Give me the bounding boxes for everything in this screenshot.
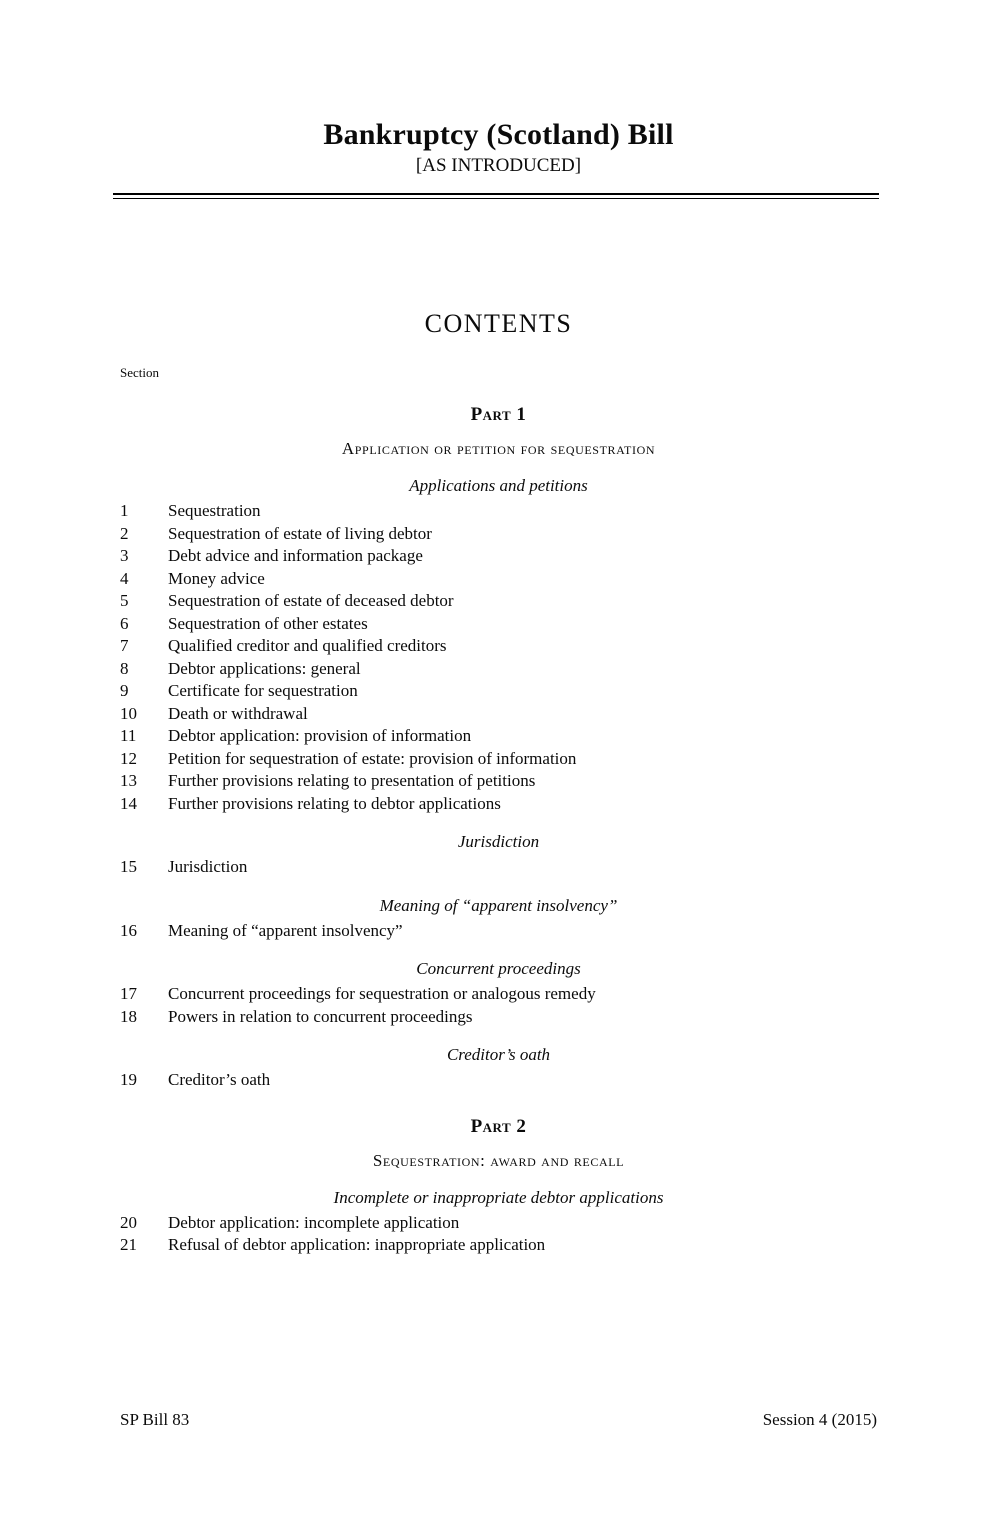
toc-item-5 bbox=[120, 590, 877, 613]
toc-item-21 bbox=[120, 1234, 877, 1257]
toc-item-9 bbox=[120, 680, 877, 703]
toc-item-title: Certificate for sequestration bbox=[168, 681, 358, 700]
toc-item-20 bbox=[120, 1212, 877, 1235]
toc-item-4 bbox=[120, 568, 877, 591]
toc-item-19 bbox=[120, 1069, 877, 1092]
toc-item-number: 1 bbox=[120, 501, 129, 520]
toc-item-title: Qualified creditor and qualified creditors bbox=[168, 636, 447, 655]
double-rule bbox=[113, 193, 879, 199]
toc-item-title: Debtor application: incomplete application bbox=[168, 1212, 460, 1232]
part-2-heading: Part 2 bbox=[470, 1115, 527, 1137]
toc-item-number: 2 bbox=[120, 523, 129, 543]
toc-item-number: 21 bbox=[120, 1235, 137, 1254]
group-title-jurisdiction: Jurisdiction bbox=[457, 832, 540, 851]
toc-item-number: 12 bbox=[120, 748, 137, 768]
bill-number: SP Bill 83 bbox=[120, 1410, 190, 1429]
toc-item-title: Petition for sequestration of estate: provision of information bbox=[168, 748, 577, 768]
session-label: Session 4 (2015) bbox=[762, 1410, 877, 1429]
toc-item-number: 9 bbox=[120, 681, 129, 700]
part-1 bbox=[120, 404, 877, 1092]
toc-item-11 bbox=[120, 725, 877, 748]
toc-item-number: 18 bbox=[120, 1006, 137, 1026]
section-label: Section bbox=[120, 365, 159, 380]
toc-item-number: 17 bbox=[120, 984, 137, 1003]
toc-item-title: Money advice bbox=[168, 568, 265, 588]
toc-item-title: Sequestration of estate of deceased debtor bbox=[168, 591, 454, 610]
page-footer bbox=[120, 1410, 877, 1430]
toc-item-title: Debt advice and information package bbox=[168, 546, 423, 565]
toc-item-title: Debtor applications: general bbox=[168, 658, 361, 678]
toc-item-number: 10 bbox=[120, 703, 137, 723]
toc-item-number: 14 bbox=[120, 793, 137, 813]
group-title-concurrent-proceedings: Concurrent proceedings bbox=[416, 959, 581, 978]
toc-item-title: Meaning of “apparent insolvency” bbox=[168, 920, 403, 940]
part-2-subheading: Sequestration: award and recall bbox=[372, 1150, 625, 1170]
toc-item-number: 3 bbox=[120, 546, 129, 565]
toc-item-title: Further provisions relating to presentation of petitions bbox=[168, 771, 536, 790]
toc-item-title: Creditor’s oath bbox=[168, 1070, 271, 1089]
document-page bbox=[0, 118, 991, 1519]
toc-item-number: 8 bbox=[120, 658, 129, 678]
toc-item-title: Powers in relation to concurrent proceedings bbox=[168, 1006, 473, 1026]
bill-title: Bankruptcy (Scotland) Bill bbox=[323, 118, 674, 151]
toc-item-12 bbox=[120, 748, 877, 771]
group-title-meaning-of-apparent-insolvency: Meaning of “apparent insolvency” bbox=[379, 895, 618, 915]
toc-item-title: Further provisions relating to debtor applications bbox=[168, 793, 501, 813]
toc-item-title: Sequestration of other estates bbox=[168, 613, 368, 633]
toc-item-8 bbox=[120, 658, 877, 681]
part-1-subheading: Application or petition for sequestration bbox=[341, 439, 656, 458]
group-title-creditors-oath: Creditor’s oath bbox=[446, 1045, 551, 1064]
toc-item-14 bbox=[120, 793, 877, 816]
toc-item-title: Debtor application: provision of information bbox=[168, 726, 472, 745]
toc-item-title: Jurisdiction bbox=[168, 857, 248, 876]
group-title-applications-and-petitions: Applications and petitions bbox=[409, 476, 588, 495]
toc-item-2 bbox=[120, 523, 877, 546]
toc-item-number: 16 bbox=[120, 920, 137, 940]
toc-item-number: 20 bbox=[120, 1212, 137, 1232]
toc-item-16 bbox=[120, 920, 877, 943]
toc-item-title: Refusal of debtor application: inappropriate application bbox=[168, 1235, 546, 1254]
toc-item-title: Sequestration bbox=[168, 501, 261, 520]
toc-item-10 bbox=[120, 703, 877, 726]
toc-item-title: Concurrent proceedings for sequestration or analogous remedy bbox=[168, 984, 596, 1003]
part-2 bbox=[120, 1116, 877, 1257]
toc-item-number: 7 bbox=[120, 636, 129, 655]
toc-item-number: 6 bbox=[120, 613, 129, 633]
contents-heading: CONTENTS bbox=[424, 309, 573, 338]
toc-item-number: 5 bbox=[120, 591, 129, 610]
toc-item-3 bbox=[120, 545, 877, 568]
toc-item-17 bbox=[120, 983, 877, 1006]
part-1-heading: Part 1 bbox=[470, 404, 527, 425]
bill-status: [AS INTRODUCED] bbox=[415, 155, 582, 176]
toc-item-title: Death or withdrawal bbox=[168, 703, 308, 723]
toc-item-number: 19 bbox=[120, 1070, 137, 1089]
toc-item-15 bbox=[120, 856, 877, 879]
toc-item-number: 15 bbox=[120, 857, 137, 876]
toc-item-number: 4 bbox=[120, 568, 129, 588]
toc-item-number: 13 bbox=[120, 771, 137, 790]
toc-item-title: Sequestration of estate of living debtor bbox=[168, 523, 432, 543]
toc-item-1 bbox=[120, 500, 877, 523]
group-title-incomplete-or-inappropriate-debtor-applications: Incomplete or inappropriate debtor applications bbox=[333, 1187, 664, 1207]
toc-item-7 bbox=[120, 635, 877, 658]
toc-item-18 bbox=[120, 1006, 877, 1029]
toc-item-6 bbox=[120, 613, 877, 636]
toc-item-number: 11 bbox=[120, 726, 137, 745]
toc-item-13 bbox=[120, 770, 877, 793]
